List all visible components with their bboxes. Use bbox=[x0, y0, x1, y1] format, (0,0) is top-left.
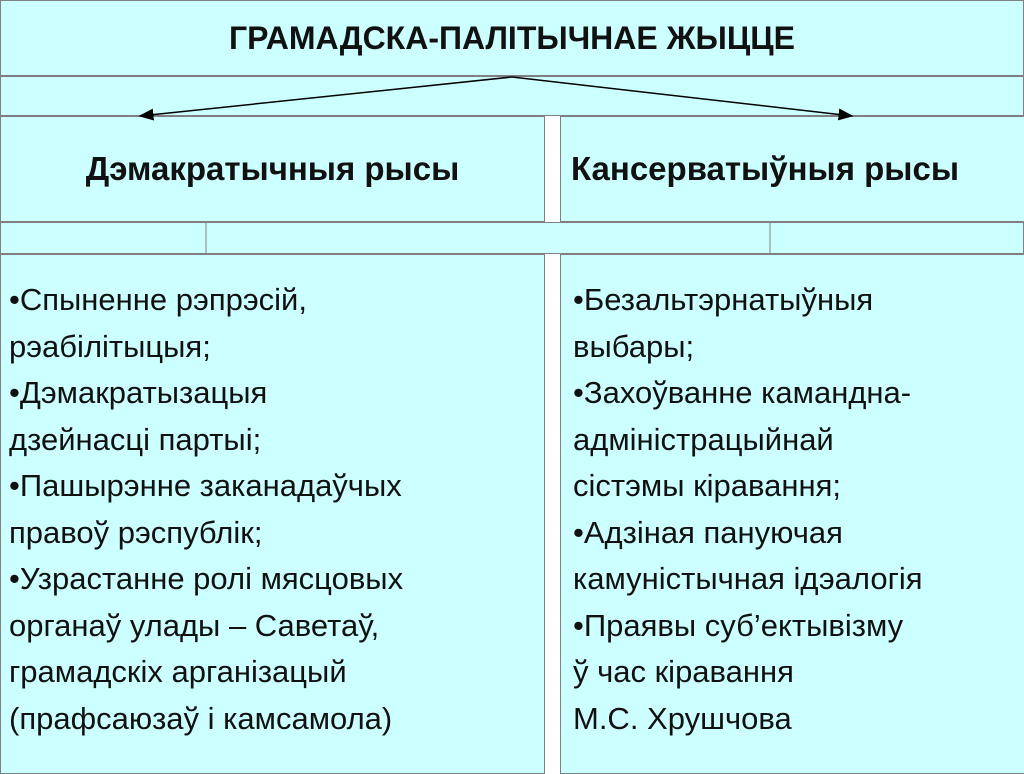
arrow-to-right-heading bbox=[512, 77, 852, 116]
right-list-item: сістэмы кіравання; bbox=[573, 468, 842, 503]
right-list-item: •Захоўванне каманднa- bbox=[573, 375, 912, 410]
left-list-item: (прафсаюзаў і камсамола) bbox=[9, 700, 393, 736]
left-list-item: рэабілітыцыя; bbox=[9, 328, 211, 364]
right-list-item: •Праявы суб’ектывізму bbox=[573, 607, 904, 643]
right-list-item: адміністрацыйнай bbox=[573, 421, 834, 457]
left-list-item: •Спыненне рэпрэсій, bbox=[9, 282, 307, 317]
left-list-item: органаў улады – Саветаў, bbox=[9, 607, 380, 643]
left-list-item: •Дэмакратызацыя bbox=[9, 375, 268, 410]
right-list-item: М.С. Хрушчова bbox=[573, 700, 792, 736]
right-list-item: •Адзіная пануючая bbox=[573, 514, 843, 550]
right-list-item: камуністычная ідэалогія bbox=[573, 561, 923, 596]
left-list-item: дзейнасці партыі; bbox=[9, 421, 262, 457]
right-list-item: ў час кіравання bbox=[573, 654, 794, 689]
left-list-item: •Пашырэнне заканадаўчых bbox=[9, 468, 402, 503]
right-list-item: •Безальтэрнатыўныя bbox=[573, 282, 874, 317]
right-list-item: выбары; bbox=[573, 328, 695, 364]
right-heading-text: Кансерватыўныя рысы bbox=[571, 150, 960, 187]
left-list-item: грамадскіх арганізацый bbox=[9, 654, 347, 689]
left-list-item: •Узрастанне ролі мясцовых bbox=[9, 561, 404, 596]
title-text: ГРАМАДСКА-ПАЛІТЫЧНАЕ ЖЫЦЦЕ bbox=[229, 19, 795, 56]
left-list-item: правоў рэспублік; bbox=[9, 514, 263, 550]
arrow-to-left-heading bbox=[140, 77, 512, 116]
left-heading-text: Дэмакратычныя рысы bbox=[85, 150, 460, 187]
